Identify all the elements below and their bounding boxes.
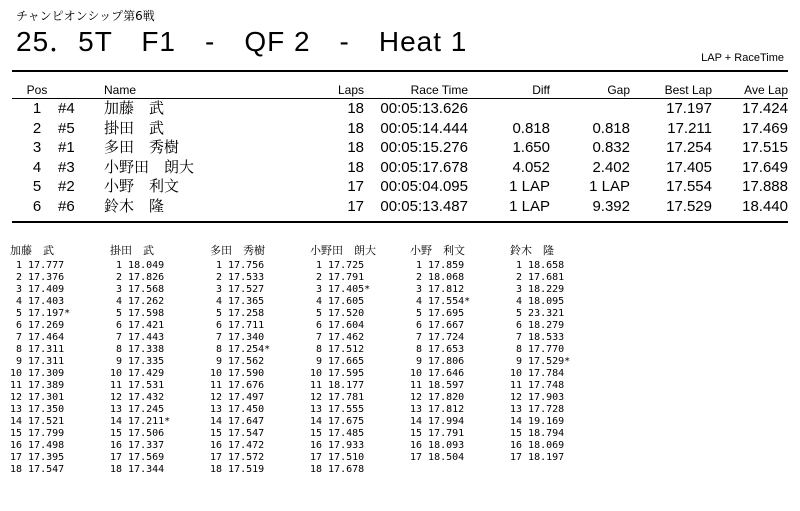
lap-time-entry: 5 17.520: [310, 308, 365, 319]
lap-time-entry: 2 17.681: [510, 272, 565, 283]
lap-time-entry: 15 18.794: [510, 428, 565, 439]
lap-time-entry: 7 17.464: [10, 332, 65, 343]
cell-pos: 3: [32, 139, 42, 157]
lap-time-entry: 11 17.748: [510, 380, 565, 391]
lap-time-entry: 3 18.229: [510, 284, 565, 295]
lap-column: [10, 244, 110, 476]
lap-time-entry: 11 17.531: [110, 380, 165, 391]
cell-name: 多田 秀樹: [104, 138, 180, 157]
lap-time-entry: 1 17.756: [210, 260, 265, 271]
col-header-ave-lap: Ave Lap: [744, 83, 788, 97]
lap-time-entry: 13 17.245: [110, 404, 165, 415]
cell-gap: 0.818: [592, 119, 630, 137]
lap-time-entry: 3 17.568: [110, 284, 165, 295]
lap-time-entry: 9 17.562: [210, 356, 265, 367]
lap-time-entry: 17 18.197: [510, 452, 565, 463]
lap-time-entry: 5 17.598: [110, 308, 165, 319]
cell-gap: 0.832: [592, 139, 630, 157]
lap-time-entry: 15 17.791: [410, 428, 465, 439]
cell-diff: 4.052: [512, 158, 550, 176]
cell-name: 加藤 武: [104, 99, 165, 118]
lap-time-entry: 10 17.595: [310, 368, 365, 379]
results-row: [16, 119, 788, 139]
lap-time-entry: 1 17.725: [310, 260, 365, 271]
cell-number: #5: [58, 119, 75, 137]
lap-time-entry: 8 17.512: [310, 344, 365, 355]
lap-column: [410, 244, 510, 476]
cell-number: #3: [58, 158, 75, 176]
cell-laps: 18: [347, 139, 364, 157]
col-header-gap: Gap: [607, 83, 630, 97]
cell-best-lap: 17.254: [666, 139, 712, 157]
lap-time-entry: 15 17.547: [210, 428, 265, 439]
lap-time-entry: 6 17.604: [310, 320, 365, 331]
lap-time-entry: 16 18.069: [510, 440, 565, 451]
cell-name: 鈴木 隆: [104, 196, 165, 215]
lap-time-entry: 16 17.337: [110, 440, 165, 451]
lap-time-entry: 18 17.344: [110, 464, 165, 475]
cell-best-lap: 17.211: [667, 119, 712, 137]
lap-column: [510, 244, 610, 476]
lap-column-driver: 多田 秀樹: [210, 244, 265, 257]
results-row: [16, 158, 788, 178]
cell-ave-lap: 17.424: [742, 100, 788, 118]
divider-bottom: [12, 221, 788, 223]
cell-pos: 2: [32, 119, 42, 137]
lap-time-entry: 8 17.254*: [210, 344, 271, 355]
lap-time-entry: 14 17.675: [310, 416, 365, 427]
lap-time-entry: 11 17.676: [210, 380, 265, 391]
cell-number: #4: [58, 100, 75, 118]
lap-time-entry: 13 17.555: [310, 404, 365, 415]
lap-time-entry: 17 17.395: [10, 452, 65, 463]
cell-gap: 9.392: [592, 197, 630, 215]
results-row: [16, 177, 788, 197]
lap-time-entry: 15 17.506: [110, 428, 165, 439]
col-header-diff: Diff: [532, 83, 550, 97]
lap-time-entry: 3 17.405*: [310, 284, 371, 295]
lap-time-entry: 10 17.590: [210, 368, 265, 379]
cell-race-time: 00:05:13.626: [380, 100, 468, 118]
lap-time-entry: 8 17.338: [110, 344, 165, 355]
lap-time-entry: 13 17.450: [210, 404, 265, 415]
lap-time-entry: 12 17.903: [510, 392, 565, 403]
lap-time-entry: 4 18.095: [510, 296, 565, 307]
cell-name: 小野 利文: [104, 177, 180, 196]
lap-time-entry: 9 17.311: [10, 356, 65, 367]
cell-laps: 18: [347, 100, 364, 118]
cell-ave-lap: 17.515: [742, 139, 788, 157]
lap-time-entry: 5 23.321: [510, 308, 565, 319]
cell-pos: 6: [32, 197, 42, 215]
results-row: [16, 97, 788, 119]
lap-time-entry: 12 17.301: [10, 392, 65, 403]
lap-column: [210, 244, 310, 476]
cell-pos: 4: [32, 158, 42, 176]
cell-ave-lap: 17.649: [742, 158, 788, 176]
lap-time-entry: 7 18.533: [510, 332, 565, 343]
cell-laps: 17: [347, 178, 364, 196]
lap-time-entry: 5 17.695: [410, 308, 465, 319]
lap-time-entry: 2 17.533: [210, 272, 265, 283]
lap-time-entry: 14 17.521: [10, 416, 65, 427]
lap-time-entry: 8 17.770: [510, 344, 565, 355]
cell-diff: 1 LAP: [509, 178, 550, 196]
cell-diff: 1 LAP: [509, 197, 550, 215]
cell-best-lap: 17.529: [666, 197, 712, 215]
lap-time-entry: 6 17.269: [10, 320, 65, 331]
lap-time-entry: 10 17.646: [410, 368, 465, 379]
cell-diff: 1.650: [512, 139, 550, 157]
lap-time-entry: 4 17.262: [110, 296, 165, 307]
cell-name: 小野田 朗大: [104, 157, 195, 176]
lap-time-entry: 5 17.258: [210, 308, 265, 319]
cell-race-time: 00:05:04.095: [380, 178, 468, 196]
lap-time-entry: 18 17.678: [310, 464, 365, 475]
lap-time-entry: 14 17.994: [410, 416, 465, 427]
cell-diff: [468, 97, 550, 119]
lap-time-entry: 14 19.169: [510, 416, 565, 427]
lap-time-entry: 9 17.665: [310, 356, 365, 367]
lap-time-entry: 6 17.711: [210, 320, 265, 331]
lap-time-entry: 7 17.340: [210, 332, 265, 343]
lap-time-entry: 6 18.279: [510, 320, 565, 331]
cell-ave-lap: 17.469: [742, 119, 788, 137]
col-header-laps: Laps: [337, 83, 364, 97]
lap-time-entry: 12 17.497: [210, 392, 265, 403]
lap-time-entry: 7 17.462: [310, 332, 365, 343]
lap-time-entry: 13 17.812: [410, 404, 465, 415]
lap-time-entry: 9 17.335: [110, 356, 165, 367]
lap-time-entry: 3 17.812: [410, 284, 465, 295]
lap-time-entry: 2 17.791: [310, 272, 365, 283]
col-header-best-lap: Best Lap: [664, 83, 712, 97]
lap-time-entry: 16 17.472: [210, 440, 265, 451]
lap-time-entry: 5 17.197*: [10, 308, 71, 319]
lap-column-driver: 鈴木 隆: [510, 244, 554, 257]
lap-time-entry: 12 17.820: [410, 392, 465, 403]
lap-time-entry: 14 17.647: [210, 416, 265, 427]
cell-name: 掛田 武: [104, 118, 165, 137]
lap-time-entry: 6 17.421: [110, 320, 165, 331]
lap-time-entry: 16 17.498: [10, 440, 65, 451]
lap-time-entry: 12 17.781: [310, 392, 365, 403]
lap-time-entry: 15 17.799: [10, 428, 65, 439]
cell-diff: 0.818: [512, 119, 550, 137]
lap-time-entry: 2 17.376: [10, 272, 65, 283]
lap-time-entry: 11 18.597: [410, 380, 465, 391]
lap-time-entry: 1 18.049: [110, 260, 165, 271]
lap-time-entry: 4 17.605: [310, 296, 365, 307]
lap-time-entry: 8 17.653: [410, 344, 465, 355]
lap-time-entry: 14 17.211*: [110, 416, 171, 427]
lap-time-entry: 17 17.569: [110, 452, 165, 463]
page-title: 25．5T F1 - QF 2 - Heat 1: [16, 26, 468, 57]
lap-column-driver: 加藤 武: [10, 244, 54, 257]
lap-time-entry: 10 17.429: [110, 368, 165, 379]
cell-race-time: 00:05:17.678: [380, 158, 468, 176]
results-row: [16, 138, 788, 158]
lap-time-entry: 6 17.667: [410, 320, 465, 331]
lap-time-entry: 4 17.403: [10, 296, 65, 307]
cell-best-lap: 17.405: [666, 158, 712, 176]
lap-time-entry: 11 18.177: [310, 380, 365, 391]
lap-time-entry: 1 18.658: [510, 260, 565, 271]
cell-laps: 17: [347, 197, 364, 215]
col-header-pos: Pos: [26, 83, 48, 97]
lap-time-entry: 12 17.432: [110, 392, 165, 403]
cell-pos: 1: [32, 100, 42, 118]
lap-column-driver: 小野 利文: [410, 244, 465, 257]
lap-time-entry: 3 17.527: [210, 284, 265, 295]
lap-time-entry: 10 17.784: [510, 368, 565, 379]
lap-time-entry: 9 17.529*: [510, 356, 571, 367]
divider-top: [12, 70, 788, 72]
cell-ave-lap: 18.440: [742, 197, 788, 215]
cell-best-lap: 17.554: [666, 178, 712, 196]
cell-laps: 18: [347, 119, 364, 137]
lap-time-entry: 11 17.389: [10, 380, 65, 391]
cell-race-time: 00:05:15.276: [380, 139, 468, 157]
lap-time-entry: 8 17.311: [10, 344, 65, 355]
cell-number: #2: [58, 178, 75, 196]
lap-time-entry: 7 17.443: [110, 332, 165, 343]
cell-gap: 1 LAP: [589, 178, 630, 196]
lap-time-entry: 16 18.093: [410, 440, 465, 451]
cell-race-time: 00:05:14.444: [380, 119, 468, 137]
lap-times-section: [10, 244, 610, 476]
lap-time-entry: 1 17.777: [10, 260, 65, 271]
cell-race-time: 00:05:13.487: [380, 197, 468, 215]
lap-time-entry: 10 17.309: [10, 368, 65, 379]
lap-time-entry: 17 18.504: [410, 452, 465, 463]
lap-column-driver: 掛田 武: [110, 244, 154, 257]
cell-best-lap: 17.197: [666, 100, 712, 118]
lap-column: [110, 244, 210, 476]
cell-gap: [550, 97, 630, 119]
lap-time-entry: 2 17.826: [110, 272, 165, 283]
cell-number: #6: [58, 197, 75, 215]
results-table: [16, 82, 788, 216]
lap-time-entry: 18 17.519: [210, 464, 265, 475]
event-supertitle: チャンピオンシップ第6戦: [16, 9, 155, 23]
lap-time-entry: 18 17.547: [10, 464, 65, 475]
results-row: [16, 197, 788, 217]
col-header-race-time: Race Time: [410, 83, 468, 97]
col-header-name: Name: [104, 83, 137, 97]
lap-time-entry: 3 17.409: [10, 284, 65, 295]
lap-time-entry: 15 17.485: [310, 428, 365, 439]
lap-column-driver: 小野田 朗大: [310, 244, 376, 257]
lap-time-entry: 2 18.068: [410, 272, 465, 283]
lap-time-entry: 17 17.572: [210, 452, 265, 463]
lap-time-entry: 13 17.350: [10, 404, 65, 415]
report-subtitle: LAP + RaceTime: [701, 52, 784, 64]
cell-pos: 5: [32, 178, 42, 196]
lap-time-entry: 1 17.859: [410, 260, 465, 271]
lap-time-entry: 4 17.554*: [410, 296, 471, 307]
lap-time-entry: 17 17.510: [310, 452, 365, 463]
results-header-row: [16, 82, 788, 97]
lap-time-entry: 9 17.806: [410, 356, 465, 367]
cell-laps: 18: [347, 158, 364, 176]
lap-time-entry: 4 17.365: [210, 296, 265, 307]
cell-number: #1: [58, 139, 75, 157]
lap-time-entry: 13 17.728: [510, 404, 565, 415]
col-header-number: [58, 82, 104, 97]
cell-gap: 2.402: [592, 158, 630, 176]
lap-column: [310, 244, 410, 476]
lap-time-entry: 16 17.933: [310, 440, 365, 451]
cell-ave-lap: 17.888: [742, 178, 788, 196]
lap-time-entry: 7 17.724: [410, 332, 465, 343]
